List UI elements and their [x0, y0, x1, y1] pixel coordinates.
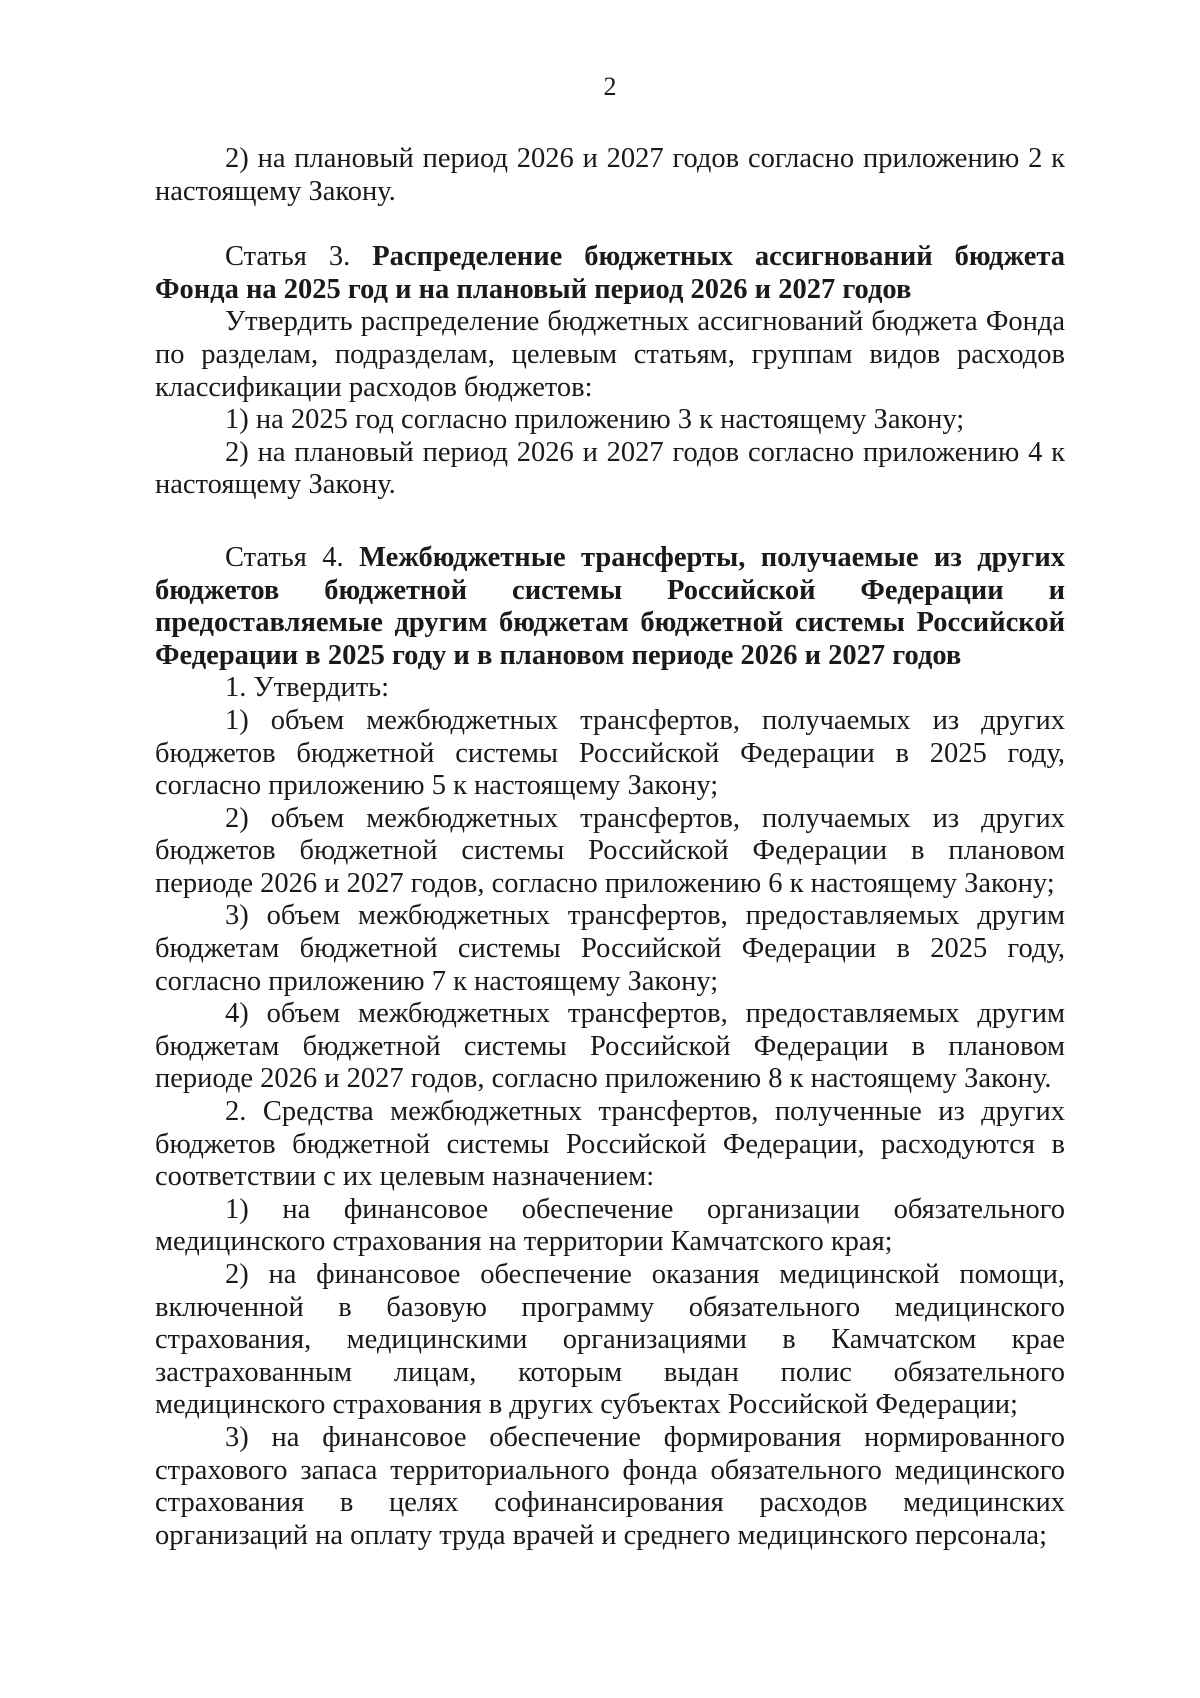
article-4-part-1-item: 3) объем межбюджетных трансфертов, предоставляемых другим бюджетам бюджетной системы Российской Федерации в 2025 году, согласно приложению 7 к настоящему Закону; [155, 900, 1065, 997]
article-4-part-2-item: 3) на финансовое обеспечение формирования нормированного страхового запаса территориального фонда обязательного медицинского страхования в целях софинансирования расходов медицинских организаций на оплату труда врачей и среднего медицинского персонала; [155, 1421, 1065, 1551]
document-body [155, 143, 1065, 1552]
article-4-part-1-item: 2) объем межбюджетных трансфертов, получаемых из других бюджетов бюджетной системы Российской Федерации в плановом периоде 2026 и 2027 годов, согласно приложению 6 к настоящему Закону; [155, 802, 1065, 899]
article-4-label: Статья 4. [225, 541, 344, 573]
article-3-item-2: 2) на плановый период 2026 и 2027 годов согласно приложению 4 к настоящему Закону. [155, 436, 1065, 501]
document-page [155, 0, 1065, 1698]
article-4-part-2-item: 1) на финансовое обеспечение организации обязательного медицинского страхования на территории Камчатского края; [155, 1193, 1065, 1258]
article-3-lead: Утвердить распределение бюджетных ассигнований бюджета Фонда по разделам, подразделам, целевым статьям, группам видов расходов классификации расходов бюджетов: [155, 306, 1065, 403]
article-4-part-1-lead: 1. Утвердить: [225, 672, 390, 704]
article-3-item-1: 1) на 2025 год согласно приложению 3 к настоящему Закону; [225, 404, 965, 436]
article-4-title: Межбюджетные трансферты, получаемые из других бюджетов бюджетной системы Российской Федерации и предоставляемые другим бюджетам бюджетной системы Российской Федерации в 2025 году и в плановом периоде 2026 и 2027 годов [155, 541, 1065, 671]
article-4-part-2-item: 2) на финансовое обеспечение оказания медицинской помощи, включенной в базовую программу обязательного медицинского страхования, медицинскими организациями в Камчатском крае застрахованным лицам, которым выдан полис обязательного медицинского страхования в других субъектах Российской Федерации; [155, 1259, 1065, 1421]
article-3-heading [155, 241, 1065, 306]
article-4-heading [155, 542, 1065, 672]
article-4-part-2-lead: 2. Средства межбюджетных трансфертов, полученные из других бюджетов бюджетной системы Российской Федерации, расходуются в соответствии с их целевым назначением: [155, 1096, 1065, 1193]
article-3-title: Распределение бюджетных ассигнований бюджета Фонда на 2025 год и на плановый период 2026 и 2027 годов [155, 241, 1065, 305]
intro-item-2: 2) на плановый период 2026 и 2027 годов согласно приложению 2 к настоящему Закону. [155, 143, 1065, 207]
article-4-part-1-item: 1) объем межбюджетных трансфертов, получаемых из других бюджетов бюджетной системы Российской Федерации в 2025 году, согласно приложению 5 к настоящему Закону; [155, 704, 1065, 802]
article-4-part-1-item: 4) объем межбюджетных трансфертов, предоставляемых другим бюджетам бюджетной системы Российской Федерации в плановом периоде 2026 и 2027 годов, согласно приложению 8 к настоящему Закону. [155, 998, 1065, 1095]
article-3-label: Статья 3. [225, 241, 351, 273]
page-number: 2 [603, 72, 617, 101]
